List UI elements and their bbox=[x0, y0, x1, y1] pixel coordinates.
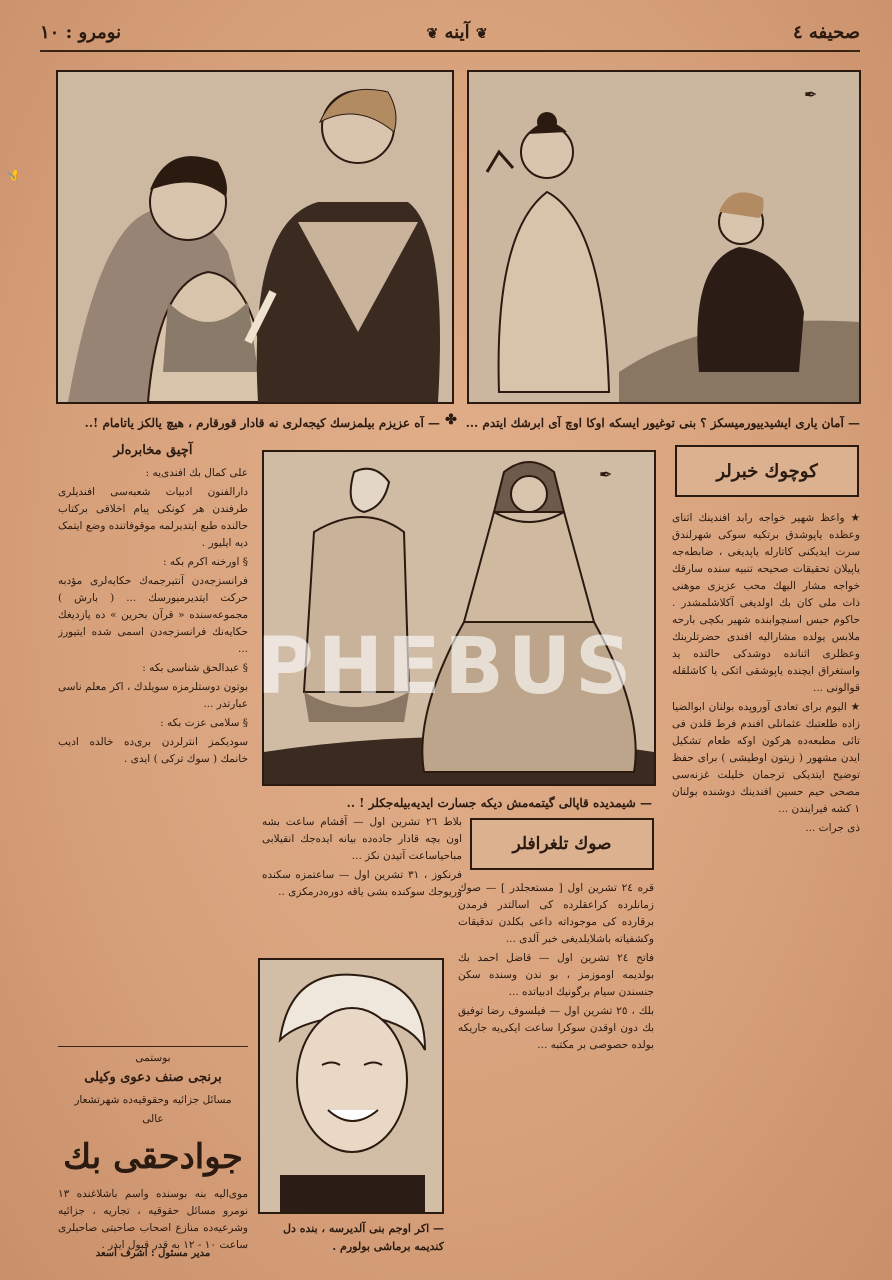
center-news-column bbox=[262, 814, 462, 954]
drawing-aunt-and-girl bbox=[469, 72, 859, 402]
news-paragraph: ★ واعظ شهیر خواجه رابد افندینك اثنای وعظده یاپوشدق برتکیه سوکی شهرلندق سرت ایدیکنی کاتارله یاپدیغی ، ضابطه‌جه یاپیلان تحقیقات صحیحه تنبیه سنده سارقك خواجه مشار الیهك محب عزیزی موهنی ذات ملی کان بك اولدیغی آکلاشلمشدر . حاکوم حبس اسنچوابنده شهیر بکچی بارحه ملابس یولده مشارالیه افندی حضرتلرینك وعظلری اثنانده دوشدکی حالتده ید واستغراق ایچنده یاپوشقی اتکی یا کاشلقله قوالونی ... bbox=[672, 512, 860, 694]
letter-paragraph: علی کمال بك افندی‌یه : bbox=[145, 467, 248, 479]
advert-line-1: برنجی صنف دعوی وکیلی bbox=[84, 1070, 222, 1085]
footer-editor: مدیر مسئول : اشرف اسعد bbox=[95, 1248, 211, 1259]
page-header bbox=[40, 14, 860, 52]
short-news-header-text: کوچوك خبرلر bbox=[716, 460, 818, 482]
telegraph-column bbox=[458, 880, 654, 1265]
svg-text:✒: ✒ bbox=[599, 465, 613, 484]
letter-paragraph: سودیکمز انترلردن بری‌ده خالده ادیب خانمك ( سوك ترکی ) ایدی . bbox=[58, 736, 248, 765]
masthead-ornament-right: ❦ bbox=[475, 25, 488, 42]
telegraph-paragraph: بلك ، ٢٥ تشرین اول — فیلسوف رضا توفیق بك دون اوقدن سوکرا ساعت ایکی‌یه جاریکه بولده حصوصی بر مکتبه ... bbox=[458, 1005, 654, 1051]
news-closing: ذی جرات ... bbox=[805, 822, 860, 834]
advert-label: بوستمی bbox=[135, 1052, 171, 1064]
lawyer-advertisement bbox=[58, 1050, 248, 1262]
caption-middle: — شیمدیده قاپالی گیتمه‌مش دیکه جسارت ایدیه‌بیله‌جکلر ! .. bbox=[346, 796, 652, 810]
news-paragraph: فرنکوز ، ٣١ تشرین اول — ساعتمزه سکنده وریوجك سوکنده بشی یاقه دوره‌درمکزی .. bbox=[262, 869, 462, 898]
news-paragraph: ★ الیوم برای تعادی آوروپده بولنان ابوالضیا زاده طلعتبك عثمانلی افندم فرط قلدن فی تائی مطبعه‌ده هرکون اوکه طعام تشکیل ایدن مشهور ( زیتون اوطیشی ) برای حفظ توضیح ایتدیکی ترجمان خلیلت غزنه‌سی مصحی حیم حسین افندینك دوشنده بولنان ١ کشه فیرایندن ... bbox=[672, 701, 860, 815]
svg-text:✒: ✒ bbox=[804, 85, 818, 104]
masthead-title bbox=[426, 22, 487, 43]
drawing-portrait bbox=[260, 960, 442, 1212]
letter-paragraph: § سلامی عزت بکه : bbox=[160, 717, 248, 729]
advert-line-2: مسائل جزائیه وحقوقیه‌ده شهرتشعار bbox=[74, 1094, 232, 1106]
issue-number-label: نومرو : ١٠ bbox=[40, 21, 122, 43]
drawing-veiled-women bbox=[264, 452, 654, 784]
caption-separator-icon: ✤ bbox=[445, 412, 457, 428]
right-news-column bbox=[672, 510, 860, 1260]
caption-top-left: — آه عزیزم بیلمزسك کیجه‌لری نه قادار قورقارم ، هیچ یالکز یاتامام !.. bbox=[84, 416, 440, 430]
news-paragraph: بلاط ٢٦ تشرین اول — آقشام ساعت بشه اون بچه قادار جاده‌ده بیانه ایده‌جك انقیلابی مباحیاساعت آتیدن نکز ... bbox=[262, 816, 462, 862]
drawing-two-women bbox=[58, 72, 452, 402]
telegraph-paragraph: قره ٢٤ تشرین اول [ مستعجلدر ] — صوك زمانلرده کراعقلرده کی اسالتدر فرمدن برقارده کی موجوداته داعی بکلدن تدقیقات وکشفیاته باشلایلدیغی خبر آلدی ... bbox=[458, 882, 654, 945]
letter-paragraph: § عبدالحق شناسی بکه : bbox=[142, 662, 248, 674]
illustration-two-women bbox=[56, 70, 454, 404]
letter-paragraph: § اورخنه اکرم بکه : bbox=[162, 556, 248, 568]
caption-top-right: — آمان یاری ایشیدییورمیسکز ؟ بنی توغیور ایسکه اوکا اوچ آی ابرشك ایتدم ... bbox=[465, 416, 860, 430]
illustration-aunt-and-girl bbox=[467, 70, 861, 404]
letter-paragraph: بوتون دوستلرمزه سویلدك ، اکر معلم ناسی عبارتدر ... bbox=[58, 681, 248, 710]
short-news-header-box bbox=[675, 445, 859, 497]
letter-paragraph: دارالفنون ادبیات شعبه‌سی افندیلری طرفندن هر کونکی پیام اخلاقی برکتاب حالنده طبع ایتدیرلمه موقوفاتنده وضع ایتمک دیه ایلیور . bbox=[58, 486, 248, 549]
page-number-label: صحیفه ٤ bbox=[792, 21, 860, 43]
divider bbox=[58, 1046, 248, 1047]
telegraph-paragraph: فاتح ٢٤ تشرین اول — قاضل احمد بك بولدیمه اوموزمز ، بو ندن وسنده سکن جنسندن سیام برگونیك ادبیاتده ... bbox=[458, 952, 654, 998]
advert-lawyer-name: جوادحقی بك bbox=[63, 1137, 243, 1177]
caption-bottom: — اکر اوجم بنی آلدیرسه ، بنده دل کندیمه برماشی بولورم . bbox=[283, 1222, 444, 1253]
telegraph-header-box bbox=[470, 818, 654, 870]
phebus-watermark-logo: PHEBUS bbox=[256, 622, 636, 712]
margin-handwriting: ✍ bbox=[8, 169, 20, 182]
letter-paragraph: فرانسزجه‌دن آنتیرجمه‌ك حکایه‌لری مؤدبه حرکت ایتدیرمیورسك ... ( بارش ) مجموعه‌سنده « قرآن بحرین » ده یازدیغك حکایه‌نك فرانسزجه‌دن اسمی شده ایتیورز ... bbox=[58, 575, 248, 655]
left-letters-column bbox=[58, 440, 248, 1040]
advert-body: موی‌الیه بنه بوسنده واسم باشلاغنده ١٣ نومرو مسائل حقوقیه ، تجاریه ، جزائیه وشرعیه‌ده منازع اصحاب صاحبتی صاحبلری ساعت ١٠ - ١٢ به قدر قبول ایدر . bbox=[58, 1188, 248, 1251]
masthead-text: آینه bbox=[444, 21, 470, 43]
illustration-portrait bbox=[258, 958, 444, 1214]
open-letters-heading: آچیق مخابره‌لر bbox=[113, 443, 193, 458]
masthead-ornament-left: ❦ bbox=[426, 25, 439, 42]
advert-line-3: عالی bbox=[142, 1113, 164, 1125]
illustration-veiled-women bbox=[262, 450, 656, 786]
telegraph-header-text: صوك تلغرافلر bbox=[512, 834, 612, 854]
